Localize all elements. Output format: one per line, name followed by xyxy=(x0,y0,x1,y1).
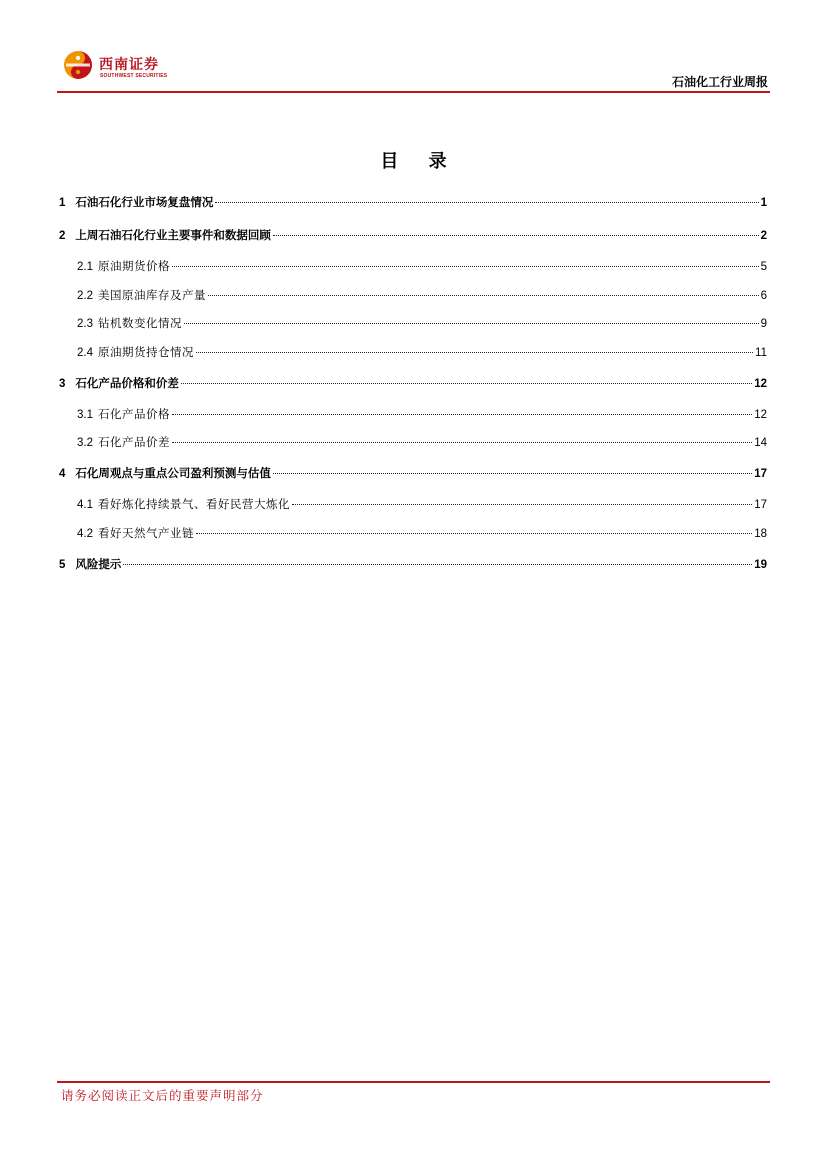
toc-entry-number: 5 xyxy=(59,559,66,571)
toc-entry-number: 3.2 xyxy=(77,437,93,449)
toc-entry[interactable] xyxy=(59,258,767,274)
toc-entry-page: 9 xyxy=(760,318,767,330)
toc-entry-text: 看好天然气产业链 xyxy=(98,526,194,540)
toc-entry-text: 上周石油石化行业主要事件和数据回顾 xyxy=(75,228,271,242)
toc-entry[interactable] xyxy=(59,496,767,512)
toc-dot-leader xyxy=(196,352,753,353)
toc-entry-text: 美国原油库存及产量 xyxy=(98,288,206,302)
toc-entry[interactable] xyxy=(59,375,767,391)
toc-entry[interactable] xyxy=(59,434,767,450)
toc-entry[interactable] xyxy=(59,227,767,243)
footer-divider xyxy=(57,1081,770,1083)
toc-entry-number: 4 xyxy=(59,468,66,480)
toc-entry-page: 17 xyxy=(754,468,767,480)
toc-entry-number: 2 xyxy=(59,230,66,242)
toc-dot-leader xyxy=(273,235,759,236)
footer-disclaimer: 请务必阅读正文后的重要声明部分 xyxy=(61,1088,264,1103)
toc-entry-page: 18 xyxy=(754,528,767,540)
toc-entry-number: 2.3 xyxy=(77,318,93,330)
toc-entry-page: 2 xyxy=(760,230,767,242)
toc-entry-number: 3 xyxy=(59,378,66,390)
toc-entry-number: 2.4 xyxy=(77,347,93,359)
toc-entry[interactable] xyxy=(59,556,767,572)
toc-entry-page: 19 xyxy=(754,559,767,571)
toc-entry-number: 4.2 xyxy=(77,528,93,540)
toc-entry-number: 1 xyxy=(59,197,66,209)
toc-entry-page: 17 xyxy=(754,499,767,511)
logo-english-name: SOUTHWEST SECURITIES xyxy=(100,73,168,79)
company-logo xyxy=(63,50,173,84)
toc-dot-leader xyxy=(208,295,759,296)
toc-entry-number: 2.2 xyxy=(77,290,93,302)
toc-dot-leader xyxy=(172,442,752,443)
toc-entry[interactable] xyxy=(59,194,767,210)
toc-entry-number: 3.1 xyxy=(77,409,93,421)
toc-entry-page: 12 xyxy=(754,378,767,390)
toc-entry-text: 原油期货价格 xyxy=(98,259,170,273)
toc-dot-leader xyxy=(184,323,759,324)
toc-entry-number: 4.1 xyxy=(77,499,93,511)
southwest-securities-logo-icon xyxy=(63,50,93,80)
toc-entry-text: 原油期货持仓情况 xyxy=(98,345,194,359)
toc-entry-page: 14 xyxy=(754,437,767,449)
header-divider xyxy=(57,91,770,93)
toc-entry-text: 石油石化行业市场复盘情况 xyxy=(75,195,214,209)
toc-dot-leader xyxy=(172,266,759,267)
toc-entry[interactable] xyxy=(59,287,767,303)
toc-entry-number: 2.1 xyxy=(77,261,93,273)
toc-entry-text: 石化产品价格和价差 xyxy=(75,376,179,390)
report-title: 石油化工行业周报 xyxy=(671,75,768,89)
toc-heading: 目 录 xyxy=(380,151,459,172)
toc-entry[interactable] xyxy=(59,525,767,541)
toc-entry-text: 石化产品价差 xyxy=(98,435,170,449)
logo-chinese-name: 西南证券 xyxy=(99,57,159,73)
toc-entry-text: 看好炼化持续景气、看好民营大炼化 xyxy=(98,497,290,511)
toc-entry-text: 钻机数变化情况 xyxy=(98,316,182,330)
toc-dot-leader xyxy=(292,504,752,505)
toc-entry-page: 11 xyxy=(755,347,767,359)
toc-dot-leader xyxy=(215,202,758,203)
toc-dot-leader xyxy=(123,564,752,565)
toc-entry-page: 6 xyxy=(760,290,767,302)
toc-entry-text: 石化周观点与重点公司盈利预测与估值 xyxy=(75,466,271,480)
toc-dot-leader xyxy=(172,414,752,415)
toc-entry[interactable] xyxy=(59,315,767,331)
toc-entry-text: 风险提示 xyxy=(75,557,122,571)
toc-dot-leader xyxy=(273,473,752,474)
page-header xyxy=(57,48,770,92)
toc-entry-page: 12 xyxy=(754,409,767,421)
toc-entry-text: 石化产品价格 xyxy=(98,407,170,421)
toc-entry-page: 5 xyxy=(760,261,767,273)
toc-entry[interactable] xyxy=(59,344,767,360)
toc-dot-leader xyxy=(196,533,752,534)
toc-entry-page: 1 xyxy=(760,197,767,209)
toc-entry[interactable] xyxy=(59,406,767,422)
toc-dot-leader xyxy=(181,383,752,384)
toc-entry[interactable] xyxy=(59,465,767,481)
